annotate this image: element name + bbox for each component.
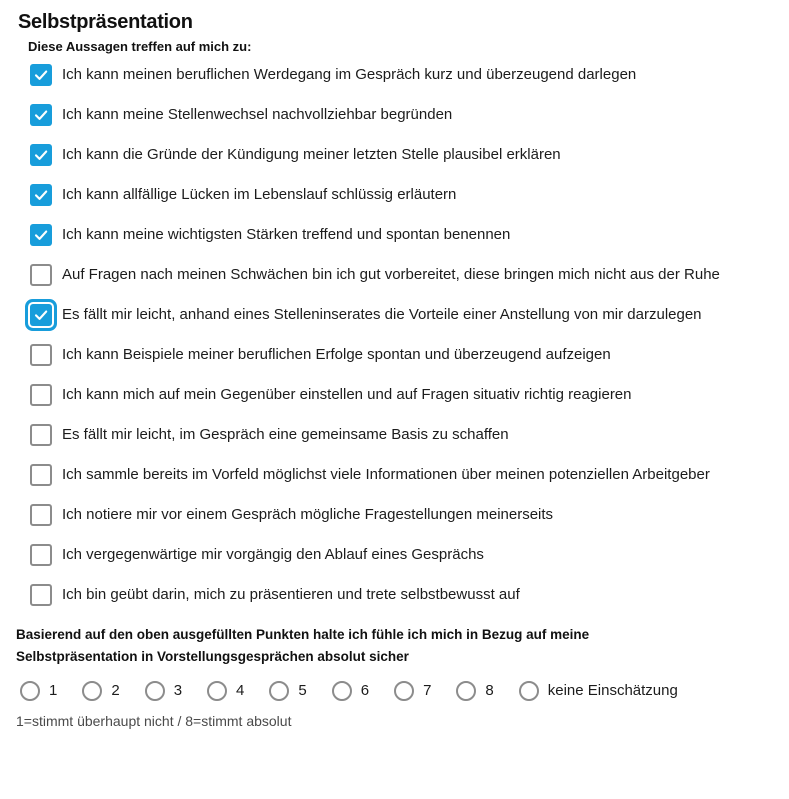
checkmark-icon xyxy=(33,147,49,163)
checkbox-unchecked[interactable] xyxy=(30,544,52,566)
statement-row xyxy=(30,224,775,247)
checkbox-unchecked[interactable] xyxy=(30,424,52,446)
statement-row xyxy=(30,584,775,607)
checkbox-unchecked[interactable] xyxy=(30,344,52,366)
radio-button-icon[interactable] xyxy=(332,681,352,701)
intro-label: Diese Aussagen treffen auf mich zu: xyxy=(28,39,252,54)
rating-scale xyxy=(20,681,775,701)
statement-label[interactable]: Ich kann mich auf mein Gegenüber einstellen und auf Fragen situativ richtig reagieren xyxy=(62,386,632,403)
rating-question: Basierend auf den oben ausgefüllten Punkten halte ich fühle ich mich in Bezug auf meine Selbstpräsentation in Vorstellungsgesprächen absolut sicher xyxy=(16,627,590,664)
checkbox-unchecked[interactable] xyxy=(30,264,52,286)
statement-label[interactable]: Ich sammle bereits im Vorfeld möglichst viele Informationen über meinen potenziellen Arbeitgeber xyxy=(62,466,710,483)
rating-option-label[interactable]: 2 xyxy=(111,682,120,699)
statement-row xyxy=(30,64,775,87)
page-title: Selbstpräsentation xyxy=(18,11,193,33)
statement-label[interactable]: Ich kann die Gründe der Kündigung meiner letzten Stelle plausibel erklären xyxy=(62,146,561,163)
checkbox-checked[interactable] xyxy=(30,304,52,326)
checkbox-checked[interactable] xyxy=(30,64,52,86)
statement-row xyxy=(30,304,775,327)
rating-option-label[interactable]: 5 xyxy=(298,682,307,699)
statement-row xyxy=(30,504,775,527)
rating-option-label[interactable]: 6 xyxy=(360,682,370,699)
rating-option[interactable] xyxy=(145,681,182,701)
rating-option-label[interactable]: keine Einschätzung xyxy=(547,682,678,699)
checkmark-icon xyxy=(33,187,49,203)
statement-row xyxy=(30,464,775,487)
checkbox-unchecked[interactable] xyxy=(30,584,52,606)
checkbox-unchecked[interactable] xyxy=(30,384,52,406)
statement-label[interactable]: Ich kann meine wichtigsten Stärken treffend und spontan benennen xyxy=(62,226,511,243)
rating-option[interactable] xyxy=(269,681,306,701)
statement-label[interactable]: Es fällt mir leicht, im Gespräch eine gemeinsame Basis zu schaffen xyxy=(62,426,509,443)
rating-option-label[interactable]: 7 xyxy=(423,682,432,699)
rating-option[interactable] xyxy=(394,681,431,701)
checkbox-unchecked[interactable] xyxy=(30,464,52,486)
radio-button-icon[interactable] xyxy=(519,681,539,701)
rating-option[interactable] xyxy=(207,681,244,701)
statement-checklist xyxy=(30,64,775,607)
statement-row xyxy=(30,544,775,567)
checkbox-checked[interactable] xyxy=(30,104,52,126)
checkbox-unchecked[interactable] xyxy=(30,504,52,526)
statement-label[interactable]: Ich kann Beispiele meiner beruflichen Erfolge spontan und überzeugend aufzeigen xyxy=(62,346,611,363)
statement-row xyxy=(30,344,775,367)
checkbox-checked[interactable] xyxy=(30,224,52,246)
statement-label[interactable]: Ich bin geübt darin, mich zu präsentieren und trete selbstbewusst auf xyxy=(62,586,520,603)
radio-button-icon[interactable] xyxy=(456,681,476,701)
statement-row xyxy=(30,264,775,287)
rating-legend: 1=stimmt überhaupt nicht / 8=stimmt absolut xyxy=(16,713,292,729)
statement-row xyxy=(30,384,775,407)
rating-option[interactable] xyxy=(456,681,493,701)
radio-button-icon[interactable] xyxy=(145,681,165,701)
statement-row xyxy=(30,144,775,167)
statement-label[interactable]: Ich notiere mir vor einem Gespräch mögliche Fragestellungen meinerseits xyxy=(62,506,554,523)
rating-option[interactable] xyxy=(82,681,119,701)
checkbox-checked[interactable] xyxy=(30,144,52,166)
rating-option[interactable] xyxy=(519,681,678,701)
radio-button-icon[interactable] xyxy=(394,681,414,701)
statement-label[interactable]: Ich kann meine Stellenwechsel nachvollziehbar begründen xyxy=(62,106,453,123)
rating-option-label[interactable]: 4 xyxy=(236,682,245,699)
statement-row xyxy=(30,184,775,207)
statement-label[interactable]: Ich vergegenwärtige mir vorgängig den Ablauf eines Gesprächs xyxy=(62,546,484,563)
radio-button-icon[interactable] xyxy=(269,681,289,701)
statement-label[interactable]: Auf Fragen nach meinen Schwächen bin ich gut vorbereitet, diese bringen mich nicht aus der Ruhe xyxy=(62,266,720,283)
radio-button-icon[interactable] xyxy=(20,681,40,701)
statement-label[interactable]: Ich kann meinen beruflichen Werdegang im Gespräch kurz und überzeugend darlegen xyxy=(62,66,637,83)
checkmark-icon xyxy=(33,307,49,323)
checkmark-icon xyxy=(33,227,49,243)
rating-option[interactable] xyxy=(332,681,369,701)
radio-button-icon[interactable] xyxy=(207,681,227,701)
checkmark-icon xyxy=(33,67,49,83)
rating-option-label[interactable]: 8 xyxy=(485,682,494,699)
statement-label[interactable]: Ich kann allfällige Lücken im Lebenslauf schlüssig erläutern xyxy=(62,186,457,203)
statement-label[interactable]: Es fällt mir leicht, anhand eines Stelleninserates die Vorteile einer Anstellung von mir darzulegen xyxy=(62,306,702,323)
radio-button-icon[interactable] xyxy=(82,681,102,701)
rating-option-label[interactable]: 1 xyxy=(49,682,58,699)
rating-option-label[interactable]: 3 xyxy=(173,682,183,699)
checkmark-icon xyxy=(33,107,49,123)
rating-option[interactable] xyxy=(20,681,57,701)
checkbox-checked[interactable] xyxy=(30,184,52,206)
statement-row xyxy=(30,424,775,447)
statement-row xyxy=(30,104,775,127)
